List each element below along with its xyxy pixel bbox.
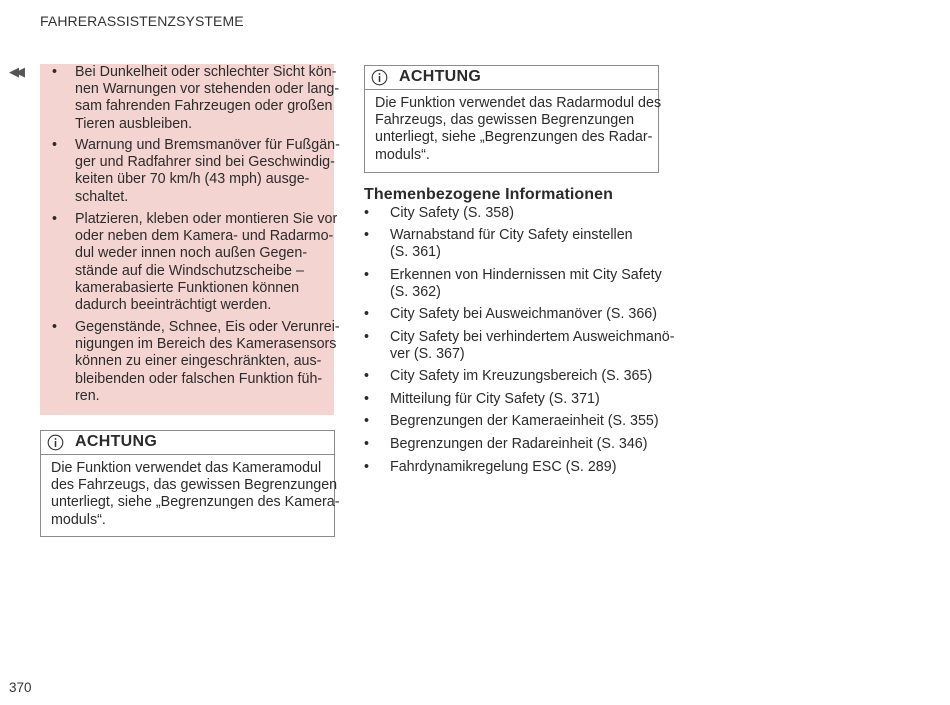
related-link[interactable] [364,391,670,408]
section-header: FAHRERASSISTENZSYSTEME [40,13,244,29]
notice-radar-box [364,65,662,173]
warning-text-line: ger und Radfahrer sind bei Geschwindig- [75,154,335,171]
back-navigation-icon[interactable]: ◀◀ [9,64,21,79]
warning-text-line: nen Warnungen vor stehenden oder lang- [75,81,340,98]
notice-text-line: moduls“. [51,511,106,528]
related-link-text: ver (S. 367) [390,346,465,363]
related-link-text: (S. 361) [390,244,441,261]
related-link-text: Warnabstand für City Safety einstellen [390,227,633,243]
warning-text-line: Platzieren, kleben oder montieren Sie vor [75,211,338,227]
notice-text-line: moduls“. [375,146,430,163]
bullet: • [52,319,58,335]
related-link[interactable] [364,267,670,301]
warning-item [52,137,340,206]
notice-text-line: Die Funktion verwendet das Kameramodul [51,460,322,476]
related-link-text: Mitteilung für City Safety (S. 371) [390,391,600,407]
related-link[interactable] [364,459,670,476]
notice-text-line: des Fahrzeugs, das gewissen Begrenzungen [51,477,338,494]
bullet: • [364,329,370,345]
notice-header [41,431,334,455]
bullet: • [364,267,370,283]
warning-text-line: stände auf die Windschutzscheibe – [75,262,304,279]
related-link[interactable] [364,227,670,261]
info-icon [47,434,64,451]
notice-title: ACHTUNG [399,68,482,85]
notice-camera-box [40,430,340,537]
related-link-text: City Safety (S. 358) [390,205,514,221]
bullet: • [364,413,370,429]
page-number: 370 [9,680,32,695]
related-link[interactable] [364,436,670,453]
warning-item [52,211,338,314]
bullet: • [364,205,370,221]
warning-text-line: Warnung und Bremsmanöver für Fußgän- [75,137,340,153]
related-link-text: Begrenzungen der Kameraeinheit (S. 355) [390,413,659,429]
related-link[interactable] [364,413,670,430]
related-link[interactable] [364,306,670,323]
warning-text-line: Bei Dunkelheit oder schlechter Sicht kön- [75,64,337,80]
info-icon [371,69,388,86]
bullet: • [364,368,370,384]
bullet: • [52,137,58,153]
warning-text-line: dadurch beeinträchtigt werden. [75,297,272,314]
related-link-text: Begrenzungen der Radareinheit (S. 346) [390,436,648,452]
related-link-text: Fahrdynamikregelung ESC (S. 289) [390,459,617,475]
bullet: • [364,306,370,322]
related-link[interactable] [364,205,670,222]
warning-text-line: oder neben dem Kamera- und Radarmo- [75,228,334,245]
notice-body [365,90,662,164]
notice-text-line: unterliegt, siehe „Begrenzungen des Kamera- [51,494,340,511]
bullet: • [364,459,370,475]
notice-text-line: Fahrzeugs, das gewissen Begrenzungen [375,112,635,129]
warning-text-line: können zu einer eingeschränkten, aus- [75,353,322,370]
related-link-text: City Safety im Kreuzungsbereich (S. 365) [390,368,653,384]
warning-item [52,64,340,133]
notice-text-line: unterliegt, siehe „Begrenzungen des Radar- [375,129,653,146]
warning-text-line: bleibenden oder falschen Funktion füh- [75,370,323,387]
warning-text-line: keiten über 70 km/h (43 mph) ausge- [75,171,310,188]
warning-text-line: kamerabasierte Funktionen können [75,279,300,296]
warning-text-line: ren. [75,387,100,404]
bullet: • [364,436,370,452]
related-link[interactable] [364,329,675,363]
warning-text-line: nigungen im Bereich des Kamerasensors [75,336,337,353]
notice-header [365,66,658,90]
warning-text-line: sam fahrenden Fahrzeugen oder großen [75,98,333,115]
notice-text-line: Die Funktion verwendet das Radarmodul des [375,95,662,111]
warning-text-line: Gegenstände, Schnee, Eis oder Verunrei- [75,319,340,335]
related-info-heading: Themenbezogene Informationen [364,186,614,203]
warning-text-line: Tieren ausbleiben. [75,115,193,132]
notice-body [41,455,340,529]
bullet: • [52,211,58,227]
warning-text-line: schaltet. [75,188,129,205]
bullet: • [364,391,370,407]
related-link-text: Erkennen von Hindernissen mit City Safety [390,267,662,283]
bullet: • [364,227,370,243]
notice-title: ACHTUNG [75,433,158,450]
related-link-text: (S. 362) [390,284,441,301]
warning-text-line: dul weder innen noch außen Gegen- [75,245,308,262]
related-link[interactable] [364,368,670,385]
bullet: • [52,64,58,80]
warning-box [40,64,340,415]
related-link-text: City Safety bei verhindertem Ausweichmanö- [390,329,675,345]
related-link-text: City Safety bei Ausweichmanöver (S. 366) [390,306,657,322]
warning-item [52,319,340,405]
